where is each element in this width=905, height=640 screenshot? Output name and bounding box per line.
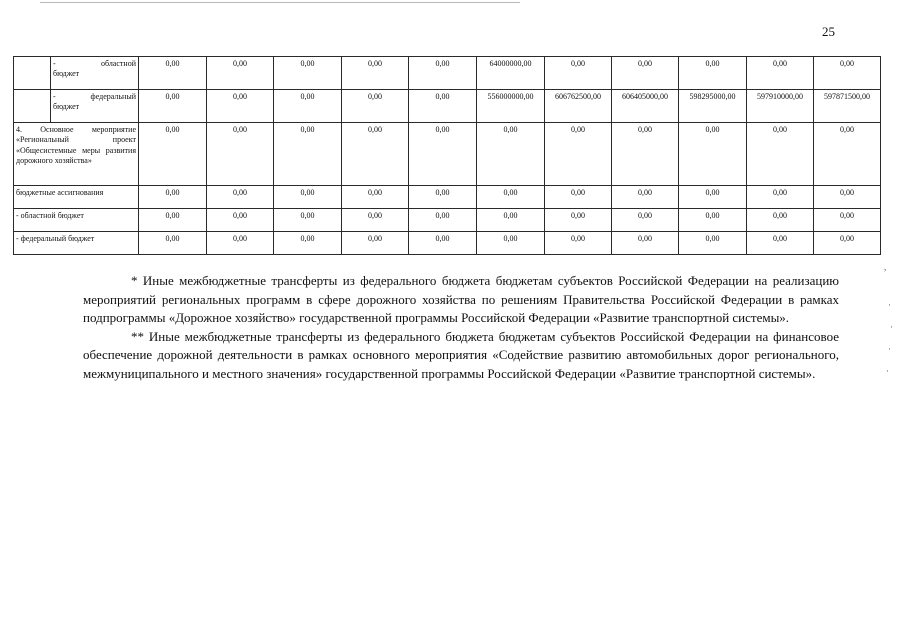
value-cell: 0,00 [342,209,409,232]
value-cell: 0,00 [679,57,747,90]
value-cell: 0,00 [814,209,881,232]
row-label-cell: 4. Основное мероприятие «Региональный проект «Общесистемные меры развития дорожного хозяйства» [14,123,139,186]
value-cell: 0,00 [747,186,814,209]
value-cell: 0,00 [747,209,814,232]
value-cell: 0,00 [679,186,747,209]
value-cell: 0,00 [747,57,814,90]
value-cell: 0,00 [409,186,477,209]
label-prefix: - [53,92,56,101]
value-cell: 0,00 [612,232,679,255]
value-cell: 0,00 [139,90,207,123]
value-cell: 0,00 [409,57,477,90]
value-cell: 556000000,00 [477,90,545,123]
value-cell: 0,00 [139,209,207,232]
table-row-budget-allocations [14,186,881,209]
value-cell: 0,00 [409,232,477,255]
value-cell: 606762500,00 [545,90,612,123]
label-suffix: бюджет [53,102,80,112]
value-cell: 0,00 [139,232,207,255]
scan-artifact-mark: · [888,300,891,310]
value-cell: 0,00 [477,209,545,232]
value-cell: 0,00 [342,57,409,90]
label-prefix: - [53,59,56,68]
value-cell: 0,00 [612,186,679,209]
row-label-cell: - федеральный бюджет [14,232,139,255]
scan-artifact-mark: , [884,262,887,272]
value-cell: 0,00 [545,232,612,255]
value-cell: 0,00 [814,57,881,90]
footnotes [83,272,839,383]
value-cell: 0,00 [274,186,342,209]
value-cell: 0,00 [814,123,881,186]
value-cell: 0,00 [274,57,342,90]
row-label-cell [51,57,139,90]
value-cell: 0,00 [207,90,274,123]
value-cell: 0,00 [207,186,274,209]
value-cell: 0,00 [679,232,747,255]
value-cell: 0,00 [342,186,409,209]
value-cell: 0,00 [612,123,679,186]
value-cell: 0,00 [342,232,409,255]
value-cell: 0,00 [747,232,814,255]
value-cell: 0,00 [274,232,342,255]
value-cell: 64000000,00 [477,57,545,90]
page-number: 25 [822,24,835,39]
row-label-cell [51,90,139,123]
table-row-federal-budget [14,90,881,123]
table-row-regional-budget-2 [14,209,881,232]
table-row-federal-budget-2 [14,232,881,255]
value-cell: 0,00 [207,57,274,90]
row-label-cell: - областной бюджет [14,209,139,232]
scan-artifact-mark: · [888,344,891,354]
budget-table [13,56,881,255]
value-cell: 0,00 [545,209,612,232]
value-cell: 0,00 [342,123,409,186]
footnote-1: * Иные межбюджетные трансферты из федерального бюджета бюджетам субъектов Российской Федерации на реализацию мероприятий региональных программ в сфере дорожного хозяйства по решениям Правительства Российской Федерации в рамках подпрограммы «Дорожное хозяйство» государственной программы Российской Федерации «Развитие транспортной системы». [83,273,839,325]
value-cell: 0,00 [139,123,207,186]
value-cell: 606405000,00 [612,90,679,123]
value-cell: 0,00 [477,186,545,209]
label-suffix: бюджет [53,69,80,79]
value-cell: 597910000,00 [747,90,814,123]
value-cell: 0,00 [274,209,342,232]
value-cell: 0,00 [139,186,207,209]
empty-indent-cell [14,57,51,90]
value-cell: 0,00 [207,232,274,255]
value-cell: 0,00 [409,90,477,123]
value-cell: 0,00 [545,186,612,209]
label-main: областной [100,59,136,68]
table-row-regional-budget [14,57,881,90]
value-cell: 0,00 [679,209,747,232]
value-cell: 0,00 [274,90,342,123]
value-cell: 0,00 [814,186,881,209]
empty-indent-cell [14,90,51,123]
value-cell: 0,00 [409,123,477,186]
value-cell: 0,00 [477,232,545,255]
value-cell: 0,00 [342,90,409,123]
value-cell: 0,00 [612,57,679,90]
value-cell: 0,00 [139,57,207,90]
scan-artifact-mark: · [886,366,889,376]
row-label-cell: бюджетные ассигнования [14,186,139,209]
scan-artifact-mark: · [890,322,893,332]
value-cell: 0,00 [545,123,612,186]
value-cell: 0,00 [207,123,274,186]
value-cell: 0,00 [747,123,814,186]
value-cell: 0,00 [207,209,274,232]
value-cell: 0,00 [814,232,881,255]
table-row-main-measure-4 [14,123,881,186]
value-cell: 597871500,00 [814,90,881,123]
value-cell: 0,00 [477,123,545,186]
value-cell: 0,00 [409,209,477,232]
scan-top-edge-line [40,2,520,3]
label-main: федеральный [90,92,136,101]
value-cell: 0,00 [274,123,342,186]
value-cell: 0,00 [545,57,612,90]
value-cell: 0,00 [679,123,747,186]
value-cell: 0,00 [612,209,679,232]
footnote-2: ** Иные межбюджетные трансферты из федерального бюджета бюджетам субъектов Российской Федерации на финансовое обеспечение дорожной деятельности в рамках основного мероприятия «Содействие развитию автомобильных дорог регионального, межмуниципального и местного значения» государственной программы Российской Федерации «Развитие транспортной системы». [83,328,839,381]
value-cell: 598295000,00 [679,90,747,123]
